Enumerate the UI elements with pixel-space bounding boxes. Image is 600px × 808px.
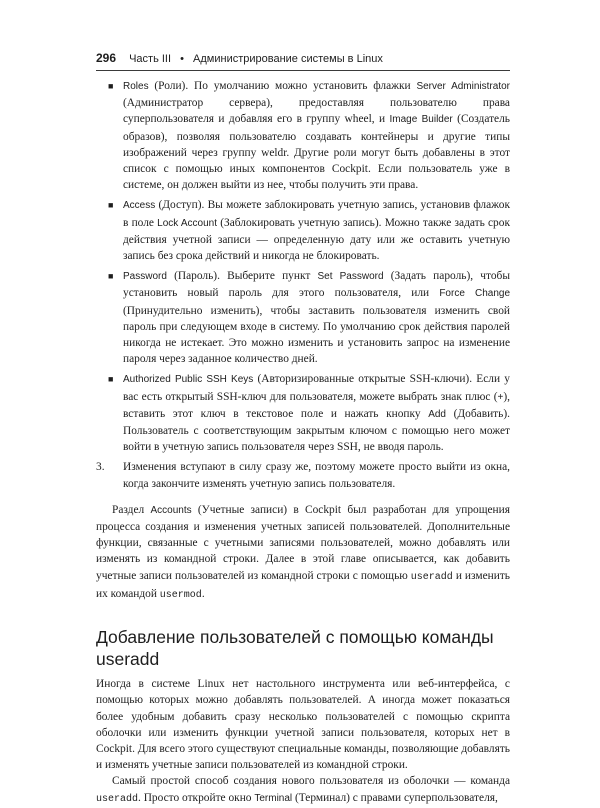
code: useradd	[410, 571, 453, 583]
text: (Доступ). Вы можете заблокировать учетную запись, установив флажок в поле	[123, 199, 510, 229]
bullet-ssh-keys	[96, 371, 510, 455]
ui-label: +	[497, 391, 504, 403]
text: (Роли). По умолчанию можно установить флажки	[148, 80, 417, 92]
ui-label: Set Password	[317, 271, 384, 283]
page-body	[96, 78, 510, 808]
part-label: Часть III	[129, 53, 172, 65]
term: Roles	[123, 81, 149, 92]
text: (Добавить). Пользователь с соответствующим закрытым ключом с помощью него может войти в учетную запись пользователя через SSH, не вводя пароль.	[123, 407, 510, 454]
ui-label: Lock Account	[157, 217, 218, 229]
text: (Принудительно изменить), чтобы заставить пользователя изменить свой пароль при следующем входе в систему. По умолчанию срок действия паролей никогда не истекает. Это можно изменить и установить запрос на изменение пароля через заданное количество дней.	[123, 304, 510, 366]
text: (Терминал) с правами суперпользователя,	[292, 791, 498, 804]
ui-label: Server Administrator	[416, 81, 510, 92]
text: (Создатель образов), позволяя пользователю создавать контейнеры и другие типы изображений через группу weldr. Другие роли могут быть добавлены в этот список с помощью иных компонентов Cockpit. Если пользователь уже в системе, он должен выйти из нее, чтобы получить эти права.	[123, 113, 510, 192]
term: Password	[123, 271, 167, 283]
text: .	[201, 587, 205, 600]
ui-label: Terminal	[254, 792, 293, 804]
bullet-mark: ■	[108, 271, 114, 282]
text: Раздел	[112, 503, 151, 516]
text: . Просто откройте окно	[138, 791, 255, 804]
bullet-access	[96, 197, 510, 264]
step-3	[96, 459, 510, 491]
ui-label: Force Change	[439, 288, 511, 300]
section-paragraph-2	[96, 773, 510, 807]
step-number: 3.	[96, 461, 105, 474]
step-text: Изменения вступают в силу сразу же, поэтому можете просто выйти из окна, когда закончите изменять учетную запись пользователя.	[123, 461, 510, 490]
text: (Задать пароль), чтобы установить новый пароль для этого пользователя, или	[123, 270, 510, 300]
header-bullet: •	[180, 53, 184, 65]
term: Authorized Public SSH Keys	[123, 374, 254, 386]
section-heading: Добавление пользователей с помощью команды useradd	[96, 627, 494, 670]
text: (Заблокировать учетную запись). Можно также задать срок действия учетной записи — определенную дату или же оставить учетную запись без срока действий и никогда не блокировать.	[123, 216, 510, 263]
ui-label: Add	[428, 408, 446, 420]
text: ), вставить этот ключ в текстовое поле и нажать кнопку	[123, 390, 510, 420]
bullet-roles	[96, 78, 510, 193]
term: Access	[123, 200, 156, 212]
text: (Учетные записи) в Cockpit был разработан для упрощения процесса создания и изменения учетных записей пользователей. Дополнительные функции, связанные с учетными записями пользователей, можно добавлять или изменять из командной строки. Далее в этой главе описывается, как добавить учетные записи пользователей из командной строки с помощью	[96, 503, 510, 582]
text: (Пароль). Выберите пункт	[166, 270, 318, 283]
code: usermod	[159, 589, 202, 601]
text: Самый простой способ создания нового пользователя из оболочки — команда	[112, 775, 510, 788]
text: (Администратор сервера), предоставляя пользователю права суперпользователя и добавляя его в группу wheel, и	[123, 97, 510, 126]
accounts-paragraph	[96, 502, 510, 604]
bullet-mark: ■	[108, 200, 114, 211]
code: useradd	[96, 793, 139, 805]
text: и изменить их командой	[96, 569, 510, 600]
header-rule	[96, 70, 510, 71]
chapter-title: Администрирование системы в Linux	[193, 53, 383, 65]
ui-label: Accounts	[150, 504, 192, 516]
page-number: 296	[96, 51, 117, 65]
ui-label: Image Builder	[389, 114, 453, 126]
text: (Авторизированные открытые SSH-ключи). Если у вас есть открытый SSH-ключ для пользователя, можете выбрать знак плюс (	[123, 373, 510, 403]
bullet-password	[96, 268, 510, 367]
bullet-mark: ■	[108, 81, 114, 91]
section-paragraph-1: Иногда в системе Linux нет настольного инструмента или веб-интерфейса, с помощью которых можно добавлять пользователей. А иногда может показаться более удобным добавить сразу несколько пользователей с помощью скрипта оболочки или изменить функции учетной записи пользователя, которых нет в Cockpit. Для всего этого существуют специальные команды, позволяющие добавлять и изменять учетные записи пользователей из командной строки.	[96, 678, 510, 772]
running-header	[96, 50, 510, 67]
bullet-mark: ■	[108, 374, 114, 385]
